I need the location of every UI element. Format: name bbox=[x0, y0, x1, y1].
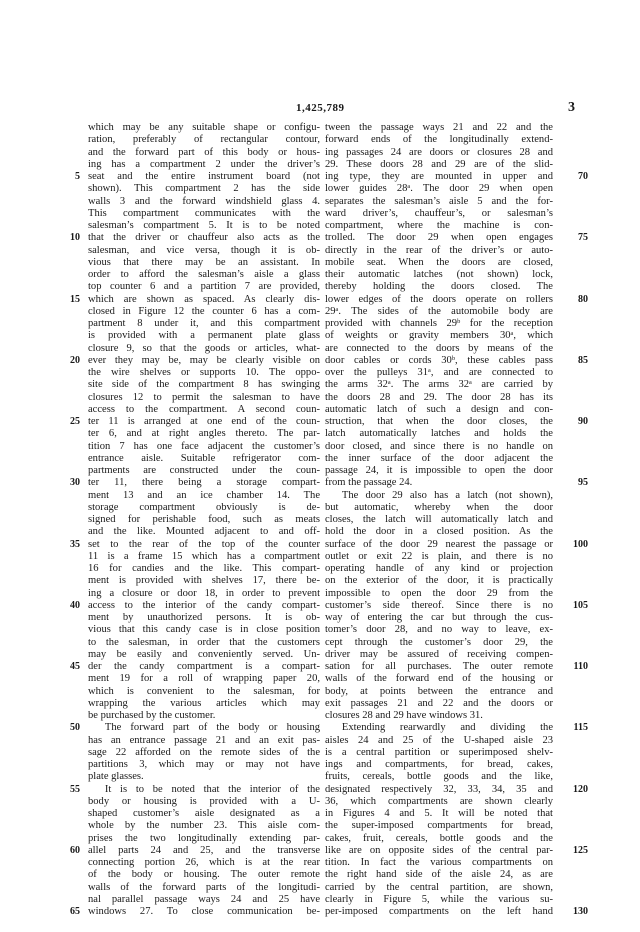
text-line: ward driver’s, chauffeur’s, or salesman’s bbox=[325, 207, 553, 219]
text-line: prises the two longitudinally extending par- bbox=[88, 832, 320, 844]
text-line: salesman, and vice versa, though it is ob- bbox=[88, 244, 320, 256]
text-line: It is to be noted that the interior of the bbox=[104, 783, 320, 795]
line-number: 40 bbox=[70, 599, 80, 611]
text-line: ing passages 24 are doors or closures 28 and bbox=[325, 146, 553, 158]
text-line: 29. These doors 28 and 29 are of the slid- bbox=[325, 158, 553, 170]
text-line: salesman’s compartment 5. It is to be noted bbox=[88, 220, 320, 231]
line-number: 10 bbox=[70, 232, 80, 244]
text-line: signed for perishable food, such as meats bbox=[88, 514, 320, 525]
line-number: 65 bbox=[70, 906, 80, 917]
text-line: tomer’s door 28, and no way to leave, ex- bbox=[325, 624, 553, 636]
text-line: has an entrance passage 21 and an exit pas- bbox=[88, 734, 320, 746]
text-line: ter 6, and at right angles thereto. The par- bbox=[88, 428, 320, 440]
text-line: the inner surface of the door adjacent the bbox=[325, 452, 553, 464]
patent-number: 1,425,789 bbox=[296, 102, 345, 114]
text-line: over the pulleys 31ᵃ, and are connected to bbox=[325, 367, 553, 378]
text-line: operating handle of any kind or projection bbox=[325, 563, 553, 574]
text-line: the doors 28 and 29. The door 28 has its bbox=[325, 391, 553, 403]
text-line: which may be any suitable shape or configu- bbox=[88, 122, 320, 133]
text-line: ter 11 is arranged at one end of the coun- bbox=[88, 416, 320, 427]
text-line: 29ᵃ. The sides of the automobile body are bbox=[325, 305, 553, 317]
text-line: impossible to open the door 29 from the bbox=[325, 587, 553, 599]
text-line: vious that this candy case is in close position bbox=[88, 624, 320, 636]
line-number: 30 bbox=[70, 477, 80, 489]
text-line: the arms 32ᵃ. The arms 32ᵃ are carried by bbox=[325, 379, 553, 391]
text-line: provided with channels 29ᵇ for the reception bbox=[325, 318, 553, 329]
text-line: walls 3 and the forward windshield glass 4. bbox=[88, 195, 320, 207]
text-line: partments are constructed under the coun- bbox=[88, 465, 320, 476]
text-line: cept through the customer’s door 29, the bbox=[325, 636, 553, 648]
text-line: plate glasses. bbox=[88, 771, 144, 783]
text-line: vious that there may be an assistant. In bbox=[88, 256, 320, 268]
text-line: shaped customer’s aisle designated as a bbox=[88, 808, 320, 819]
text-line: body, at points between the entrance and bbox=[325, 685, 553, 697]
text-line: of the body or housing. The outer remote bbox=[88, 869, 320, 881]
page-number: 3 bbox=[568, 100, 575, 115]
text-line: nal parallel passage ways 24 and 25 have bbox=[88, 893, 320, 905]
text-line: on the exterior of the door, it is practically bbox=[325, 575, 553, 587]
line-number: 45 bbox=[70, 661, 80, 672]
text-line: access to the interior of the candy compart- bbox=[88, 599, 320, 611]
line-number: 50 bbox=[70, 722, 80, 734]
text-line: from the passage 24. bbox=[325, 477, 413, 489]
text-line: the super-imposed compartments for bread, bbox=[325, 820, 553, 832]
text-line: closures 12 to permit the salesman to have bbox=[88, 391, 320, 403]
text-line: trolled. The door 29 when open engages bbox=[325, 232, 553, 244]
line-number: 75 bbox=[578, 232, 588, 244]
right-text-column bbox=[325, 122, 553, 918]
text-line: forward ends of the longitudinally extend- bbox=[325, 134, 553, 146]
text-line: are connected to the doors by means of the bbox=[325, 342, 553, 354]
text-line: 36, which compartments are shown clearly bbox=[325, 795, 553, 807]
line-number: 105 bbox=[573, 599, 588, 611]
text-line: tition. In fact the various compartments on bbox=[325, 857, 553, 868]
text-line: closures 28 and 29 have windows 31. bbox=[325, 710, 483, 721]
left-text-column bbox=[88, 122, 320, 918]
text-line: seat and the entire instrument board (not bbox=[88, 171, 320, 182]
text-line: storage compartment obviously is de- bbox=[88, 501, 320, 513]
text-line: ings and compartments, for bread, cakes, bbox=[325, 759, 553, 770]
text-line: is a central partition or superimposed shelv- bbox=[325, 746, 553, 758]
text-line: closure 9, so that the goods or articles, what- bbox=[88, 342, 320, 354]
text-line: carried by the central partition, are shown, bbox=[325, 881, 553, 893]
text-line: like are on opposite sides of the central par- bbox=[325, 844, 553, 856]
text-line: which is convenient to the salesman, for bbox=[88, 685, 320, 697]
text-line: ment is provided with shelves 17, there be- bbox=[88, 575, 320, 587]
text-line: tition 7 has one face adjacent the customer’s bbox=[88, 440, 320, 452]
text-line: way of entering the car but through the cus- bbox=[325, 612, 553, 623]
line-number: 80 bbox=[578, 293, 588, 305]
text-line: directly in the rear of the driver’s or auto- bbox=[325, 244, 553, 256]
text-line: aisles 24 and 25 of the U-shaped aisle 23 bbox=[325, 734, 553, 746]
text-line: top counter 6 and a partition 7 are provided, bbox=[88, 281, 320, 293]
line-number: 130 bbox=[573, 906, 588, 917]
text-line: door cables or cords 30ᵇ, these cables pass bbox=[325, 354, 553, 366]
text-line: set to the rear of the top of the counter bbox=[88, 538, 320, 550]
text-line: may be easily and conveniently served. Un- bbox=[88, 648, 320, 660]
text-line: per-imposed compartments on the left hand bbox=[325, 906, 553, 917]
text-line: cakes, fruit, cereals, bottle goods and the bbox=[325, 832, 553, 844]
line-number: 15 bbox=[70, 293, 80, 305]
text-line: which are shown as spaced. As clearly dis- bbox=[88, 293, 320, 305]
text-line: outlet or exit 22 is plain, and there is no bbox=[325, 550, 553, 562]
text-line: ration, preferably of rectangular contour, bbox=[88, 134, 320, 146]
text-line: fruits, cereals, bottle goods and the like, bbox=[325, 771, 553, 783]
line-number: 5 bbox=[75, 171, 80, 182]
text-line: is provided with a permanent plate glass bbox=[88, 330, 320, 342]
text-line: sage 22 afforded on the remote sides of the bbox=[88, 746, 320, 758]
text-line: exit passages 21 and 22 and the doors or bbox=[325, 697, 553, 709]
text-line: hold the door in a closed position. As the bbox=[325, 526, 553, 538]
text-line: clearly in Figure 5, while the various su- bbox=[325, 893, 553, 905]
text-line: their automatic latches (not shown) lock, bbox=[325, 269, 553, 280]
text-line: but automatic, whereby when the door bbox=[325, 501, 553, 513]
text-line: and the like. Mounted adjacent to and off- bbox=[88, 526, 320, 538]
text-line: access to the compartment. A second coun- bbox=[88, 403, 320, 415]
text-line: lower edges of the doors operate on rollers bbox=[325, 293, 553, 305]
text-line: 11 is a frame 15 which has a compartment bbox=[88, 550, 320, 562]
line-number: 120 bbox=[573, 783, 588, 795]
line-number: 110 bbox=[573, 661, 588, 672]
text-line: The door 29 also has a latch (not shown), bbox=[341, 489, 553, 501]
line-number: 95 bbox=[578, 477, 588, 489]
text-line: partment 8 under it, and this compartment bbox=[88, 318, 320, 329]
text-line: sation for all purchases. The outer remote bbox=[325, 661, 553, 672]
text-line: Extending rearwardly and dividing the bbox=[341, 722, 553, 734]
text-line: ever they may be, may be clearly visible on bbox=[88, 354, 320, 366]
text-line: be purchased by the customer. bbox=[88, 710, 216, 721]
line-number: 20 bbox=[70, 354, 80, 366]
text-line: connecting portion 26, which is at the rear bbox=[88, 857, 320, 868]
text-line: wrapping the various articles which may bbox=[88, 697, 320, 709]
text-line: This compartment communicates with the bbox=[88, 207, 320, 219]
text-line: customer’s side thereof. Since there is no bbox=[325, 599, 553, 611]
text-line: door closed, and since there is no handle on bbox=[325, 440, 553, 452]
text-line: The forward part of the body or housing bbox=[104, 722, 320, 734]
line-number: 100 bbox=[573, 538, 588, 550]
text-line: windows 27. To close communication be- bbox=[88, 906, 320, 917]
text-line: partitions 3, which may or may not have bbox=[88, 759, 320, 770]
text-line: ment by unauthorized persons. It is ob- bbox=[88, 612, 320, 623]
text-line: in Figures 4 and 5. It will be noted that bbox=[325, 808, 553, 819]
text-line: tween the passage ways 21 and 22 and the bbox=[325, 122, 553, 133]
text-line: compartment, where the machine is con- bbox=[325, 220, 553, 231]
text-line: walls of the forward end of the housing or bbox=[325, 673, 553, 685]
text-line: allel parts 24 and 25, and the transverse bbox=[88, 844, 320, 856]
text-line: ment 13 and an ice chamber 14. The bbox=[88, 489, 320, 501]
text-line: ing type, they are mounted in upper and bbox=[325, 171, 553, 182]
text-line: surface of the door 29 nearest the passage or bbox=[325, 538, 553, 550]
line-number: 85 bbox=[578, 354, 588, 366]
line-number: 125 bbox=[573, 844, 588, 856]
text-line: lower guides 28ᵃ. The door 29 when open bbox=[325, 183, 553, 195]
text-line: the wire shelves or supports 10. The oppo- bbox=[88, 367, 320, 378]
text-line: ment 19 for a roll of wrapping paper 20, bbox=[88, 673, 320, 685]
text-line: body or housing is provided with a U- bbox=[88, 795, 320, 807]
text-line: closes, the latch will automatically latch and bbox=[325, 514, 553, 525]
text-line: mobile seat. When the doors are closed, bbox=[325, 256, 553, 268]
line-number: 115 bbox=[573, 722, 588, 734]
text-line: ing a closure or door 18, in order to prevent bbox=[88, 587, 320, 599]
text-line: ing has a compartment 2 under the driver’s bbox=[88, 158, 320, 170]
line-number: 90 bbox=[578, 416, 588, 427]
line-number: 35 bbox=[70, 538, 80, 550]
text-line: of weights or gravity members 30ᵃ, which bbox=[325, 330, 553, 342]
line-number: 60 bbox=[70, 844, 80, 856]
text-line: order to afford the salesman’s aisle a glass bbox=[88, 269, 320, 280]
text-line: shown). This compartment 2 has the side bbox=[88, 183, 320, 195]
page-header bbox=[0, 102, 640, 122]
text-line: struction, that when the door closes, the bbox=[325, 416, 553, 427]
line-number: 70 bbox=[578, 171, 588, 182]
text-line: entrance aisle. Suitable refrigerator com- bbox=[88, 452, 320, 464]
text-line: to the salesman, in order that the customers bbox=[88, 636, 320, 648]
text-line: separates the salesman’s aisle 5 and the for- bbox=[325, 195, 553, 207]
text-line: 16 for candies and the like. This compart- bbox=[88, 563, 320, 574]
text-line: walls of the forward parts of the longitudi- bbox=[88, 881, 320, 893]
text-line: the right hand side of the aisle 24, as are bbox=[325, 869, 553, 881]
text-line: closed in Figure 12 the counter 6 has a com- bbox=[88, 305, 320, 317]
text-line: ter 11, there being a storage compart- bbox=[88, 477, 320, 489]
text-line: driver may be assured of receiving compen- bbox=[325, 648, 553, 660]
line-number: 55 bbox=[70, 783, 80, 795]
line-number: 25 bbox=[70, 416, 80, 427]
text-line: site side of the compartment 8 has swinging bbox=[88, 379, 320, 391]
text-line: latch automatically latches and holds the bbox=[325, 428, 553, 440]
text-line: whole by the number 23. This aisle com- bbox=[88, 820, 320, 832]
text-line: passage 24, it is impossible to open the door bbox=[325, 465, 553, 476]
text-line: designated respectively 32, 33, 34, 35 and bbox=[325, 783, 553, 795]
text-line: and the forward part of this body or hous- bbox=[88, 146, 320, 158]
text-line: der the candy compartment is a compart- bbox=[88, 661, 320, 672]
text-line: thereby holding the doors closed. The bbox=[325, 281, 553, 293]
text-line: that the driver or chauffeur also acts as the bbox=[88, 232, 320, 244]
text-line: automatic latch of such a design and con- bbox=[325, 403, 553, 415]
